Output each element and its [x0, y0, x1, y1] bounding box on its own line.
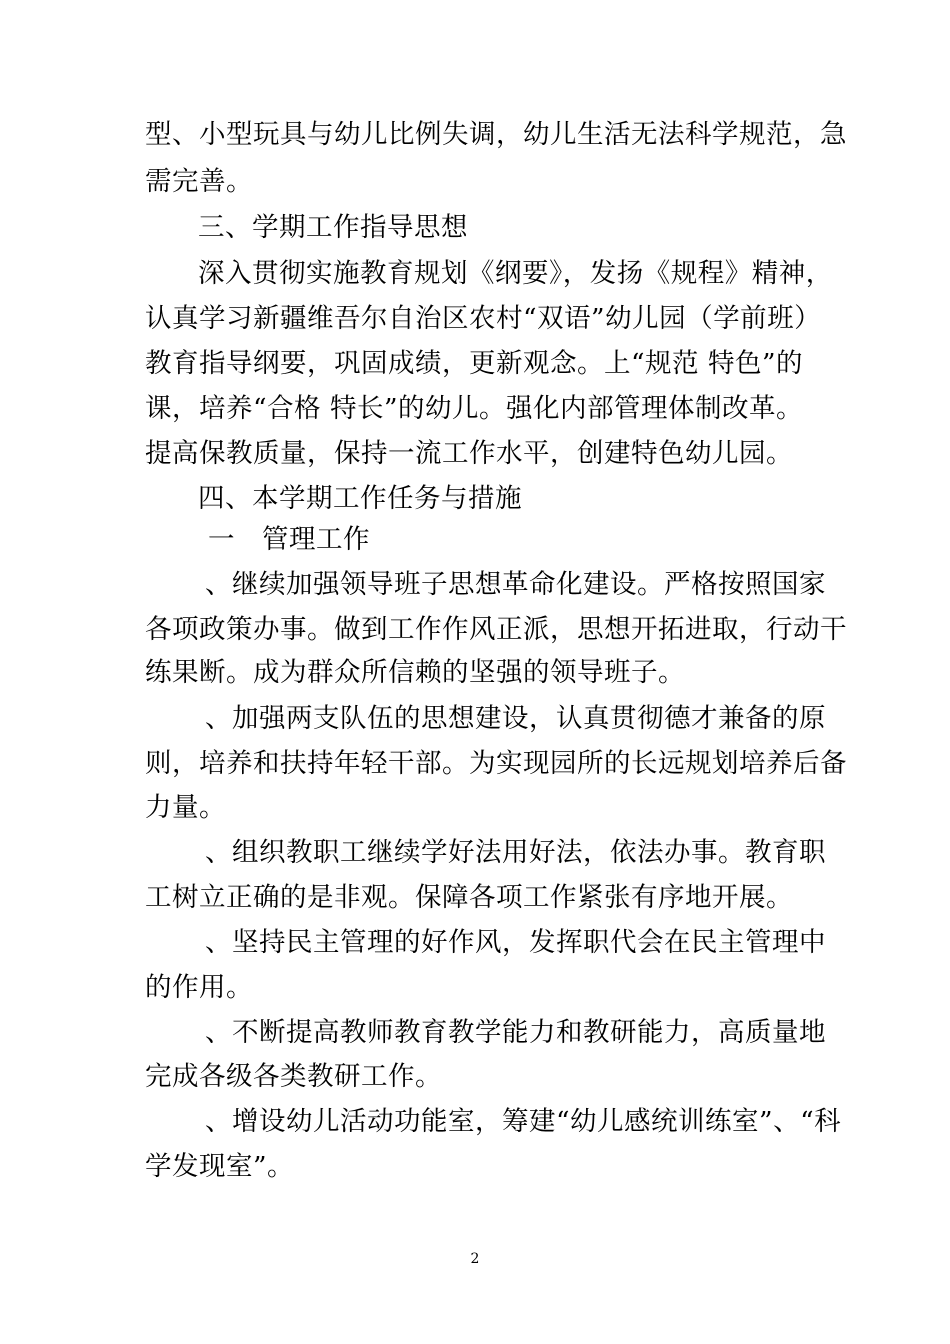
text-line: 学发现室”。: [145, 1151, 295, 1182]
text-line: 需完善。: [145, 166, 253, 197]
text-line: 深入贯彻实施教育规划《纲要》，发扬《规程》精神，: [198, 258, 833, 289]
list-item: 、不断提高教师教育教学能力和教研能力，高质量地: [205, 1017, 826, 1048]
text-line: 力量。: [145, 792, 226, 823]
text-line: 完成各级各类教研工作。: [145, 1061, 442, 1092]
section-heading: 三、学期工作指导思想: [198, 212, 468, 243]
text-line: 则，培养和扶持年轻干部。为实现园所的长远规划培养后备: [145, 748, 847, 779]
list-item: 、加强两支队伍的思想建设，认真贯彻德才兼备的原: [205, 703, 826, 734]
text-line: 练果断。成为群众所信赖的坚强的领导班子。: [145, 657, 685, 688]
list-item: 、继续加强领导班子思想革命化建设。严格按照国家: [205, 569, 826, 600]
list-item: 、增设幼儿活动功能室，筹建“幼儿感统训练室”、“科: [205, 1106, 842, 1137]
text-line: 的作用。: [145, 972, 253, 1003]
page-number: 2: [470, 1251, 480, 1267]
text-line: 教育指导纲要，巩固成绩，更新观念。上“规范 特色”的: [145, 348, 804, 379]
list-item: 、坚持民主管理的好作风，发挥职代会在民主管理中: [205, 927, 826, 958]
text-line: 工树立正确的是非观。保障各项工作紧张有序地开展。: [145, 882, 793, 913]
text-line: 型、小型玩具与幼儿比例失调，幼儿生活无法科学规范，急: [145, 119, 847, 150]
section-heading: 四、本学期工作任务与措施: [198, 483, 522, 514]
text-line: 各项政策办事。做到工作作风正派，思想开拓进取，行动干: [145, 614, 847, 645]
subsection-heading: 一 管理工作: [208, 524, 370, 555]
text-line: 认真学习新疆维吾尔自治区农村“双语”幼儿园（学前班）: [145, 303, 822, 334]
text-line: 提高保教质量，保持一流工作水平，创建特色幼儿园。: [145, 438, 793, 469]
list-item: 、组织教职工继续学好法用好法，依法办事。教育职: [205, 837, 826, 868]
text-line: 课，培养“合格 特长”的幼儿。强化内部管理体制改革。: [145, 393, 804, 424]
